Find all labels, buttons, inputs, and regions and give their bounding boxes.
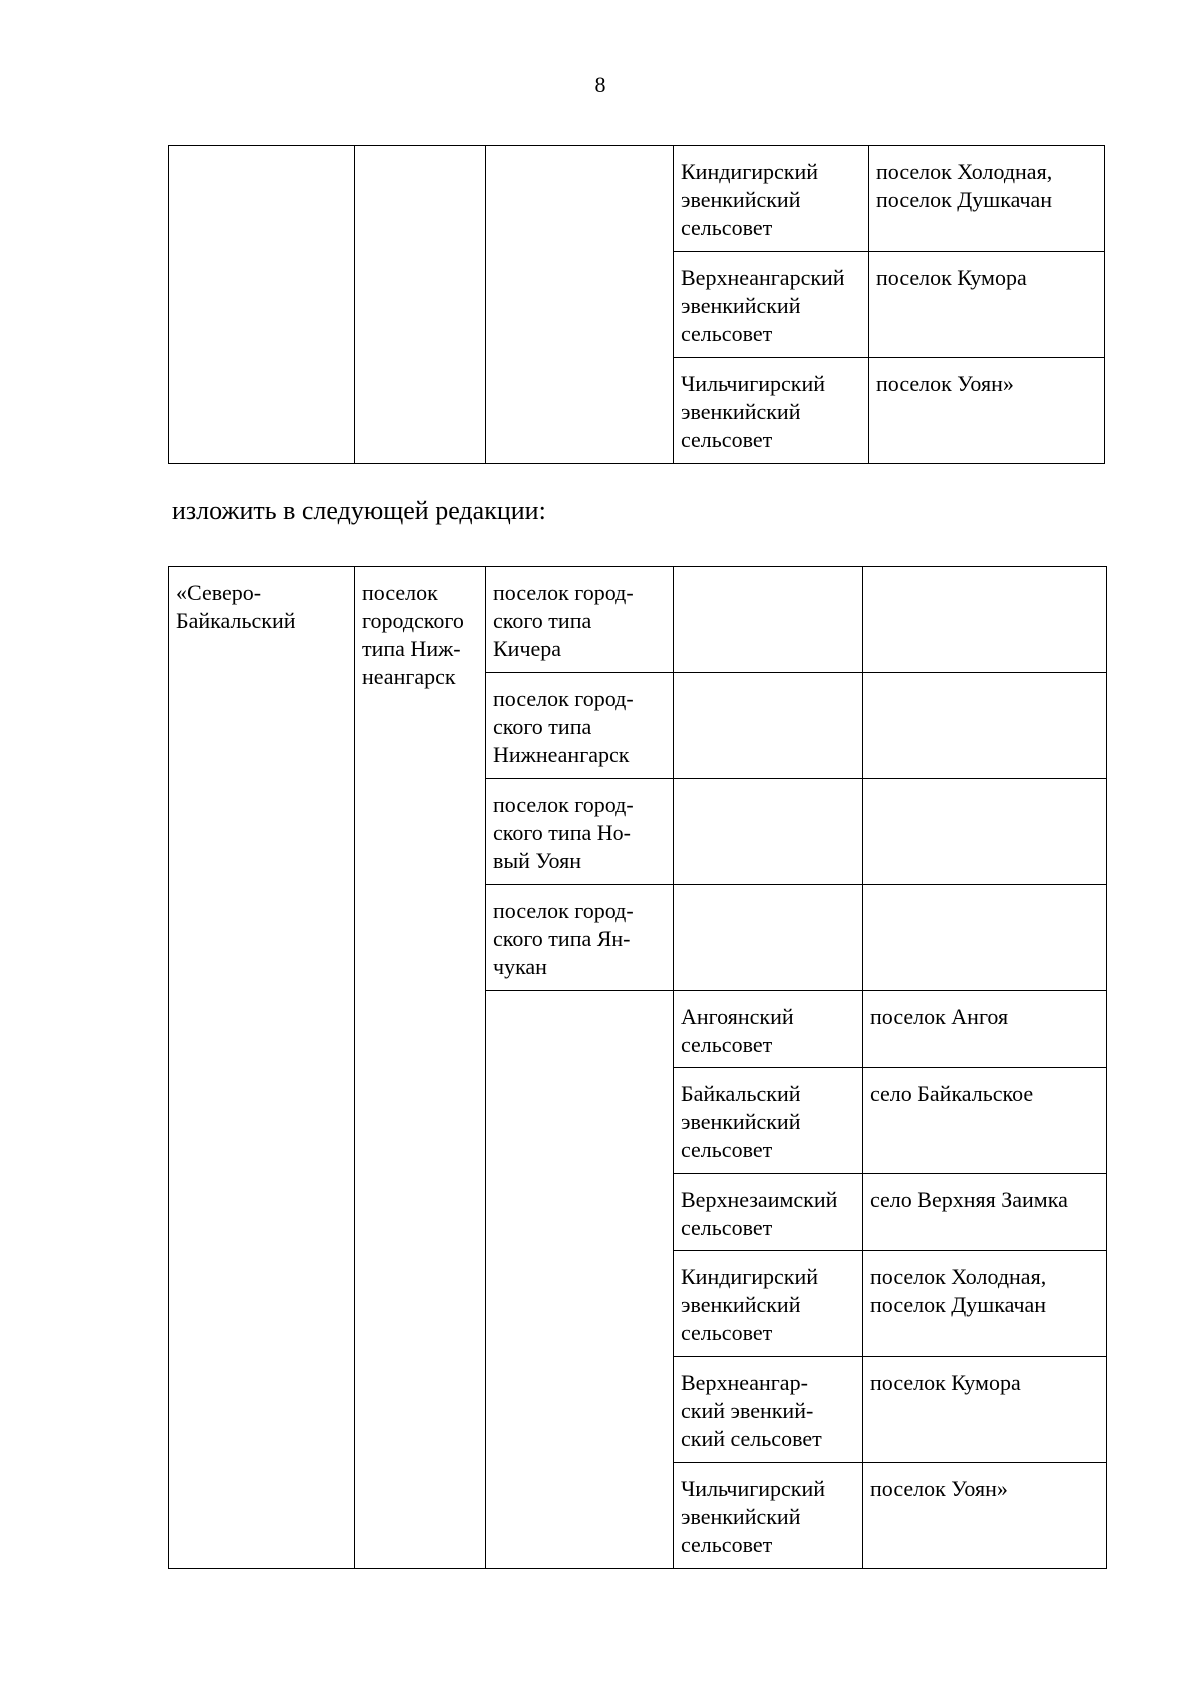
localities-cell: поселок Кумора [863,1357,1107,1463]
localities-cell: поселок Уоян» [863,1463,1107,1569]
urban-settlement-cell: поселок город- ского типа Нижнеангарск [486,673,674,779]
localities-cell: поселок Холодная, поселок Душкачан [863,1251,1107,1357]
localities-cell [863,779,1107,885]
table-row [169,567,1107,673]
urban-settlement-cell [486,991,674,1569]
settlement-name-cell: Киндигирский эвенкийский сельсовет [674,146,869,252]
urban-settlement-cell: поселок город- ского типа Ян- чукан [486,885,674,991]
settlement-name-cell: Байкальский эвенкийский сельсовет [674,1068,863,1174]
localities-cell: поселок Кумора [869,252,1105,358]
settlement-name-cell [674,779,863,885]
settlement-name-cell: Верхнезаимский сельсовет [674,1174,863,1251]
settlement-name-cell: Чильчигирский эвенкийский сельсовет [674,1463,863,1569]
settlement-name-cell: Верхнеангарский эвенкийский сельсовет [674,252,869,358]
localities-cell: село Байкальское [863,1068,1107,1174]
settlement-name-cell: Ангоянский сельсовет [674,991,863,1068]
urban-settlement-cell: поселок город- ского типа Но- вый Уоян [486,779,674,885]
settlement-name-cell [674,885,863,991]
table-row [169,146,1105,252]
localities-cell: поселок Холодная, поселок Душкачан [869,146,1105,252]
intro-text: изложить в следующей редакции: [172,496,546,525]
center-cell [355,146,486,464]
localities-cell: село Верхняя Заимка [863,1174,1107,1251]
localities-cell: поселок Ангоя [863,991,1107,1068]
center-cell: поселок городского типа Ниж- неангарск [355,567,486,1569]
settlement-name-cell [674,567,863,673]
district-cell [169,146,355,464]
localities-cell [863,673,1107,779]
urban-settlement-cell: поселок город- ского типа Кичера [486,567,674,673]
district-cell: «Северо- Байкальский [169,567,355,1569]
settlement-name-cell: Верхнеангар- ский эвенкий- ский сельсовет [674,1357,863,1463]
settlement-name-cell [674,673,863,779]
settlement-name-cell: Киндигирский эвенкийский сельсовет [674,1251,863,1357]
localities-cell [863,567,1107,673]
localities-cell [863,885,1107,991]
revised-table [168,566,1107,1569]
localities-cell: поселок Уоян» [869,358,1105,464]
continued-table [168,145,1105,464]
settlement-name-cell: Чильчигирский эвенкийский сельсовет [674,358,869,464]
urban-settlement-cell [486,146,674,464]
page-number: 8 [594,72,606,97]
